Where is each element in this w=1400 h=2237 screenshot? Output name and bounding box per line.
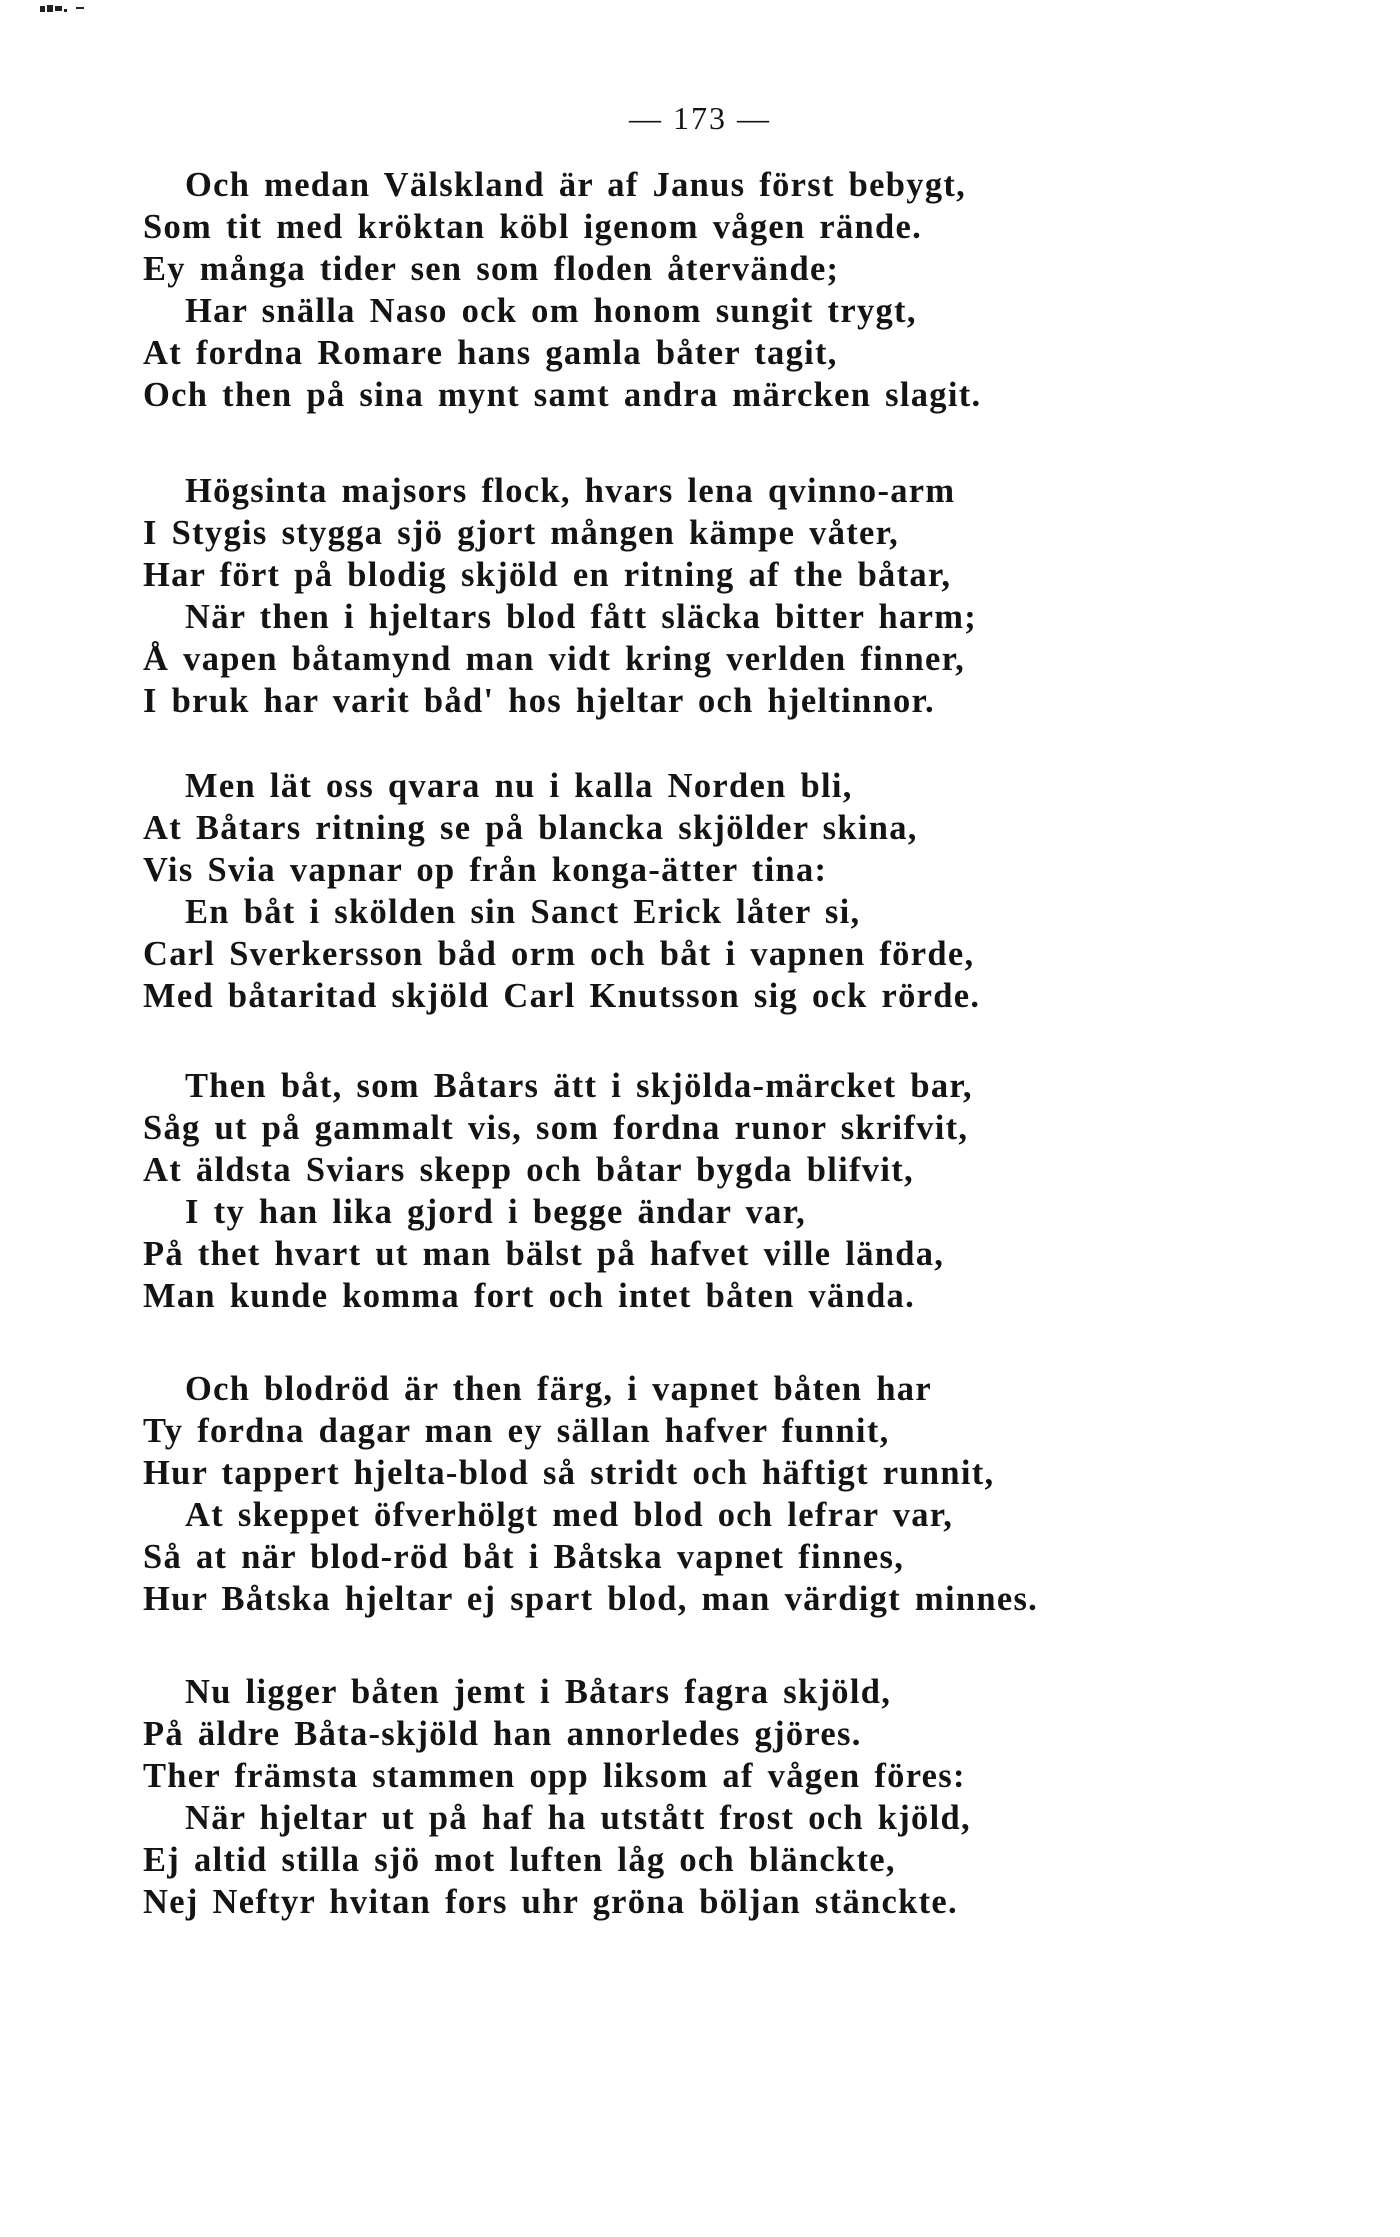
verse-line: Så at när blod-röd båt i Båtska vapnet finnes, bbox=[143, 1538, 905, 1576]
verse-line: Nej Neftyr hvitan fors uhr gröna böljan stänckte. bbox=[143, 1883, 958, 1921]
verse-line: Har snälla Naso ock om honom sungit trygt, bbox=[185, 292, 917, 330]
verse-line: Ther främsta stammen opp liksom af vågen föres: bbox=[143, 1757, 966, 1795]
verse-line: Man kunde komma fort och intet båten vända. bbox=[143, 1277, 916, 1315]
verse-line: Nu ligger båten jemt i Båtars fagra skjöld, bbox=[185, 1673, 892, 1711]
verse-line: Vis Svia vapnar op från konga-ätter tina: bbox=[143, 851, 828, 889]
page-number: — 173 — bbox=[629, 100, 771, 136]
verse-line: Hur tappert hjelta-blod så stridt och häftigt runnit, bbox=[143, 1454, 995, 1492]
verse-line: At äldsta Sviars skepp och båtar bygda blifvit, bbox=[143, 1151, 914, 1189]
verse-line: Hur Båtska hjeltar ej spart blod, man värdigt minnes. bbox=[143, 1580, 1039, 1618]
verse-line: Med båtaritad skjöld Carl Knutsson sig ock rörde. bbox=[143, 977, 981, 1015]
stanza bbox=[143, 1065, 1323, 1317]
verse-line: Som tit med kröktan köbl igenom vågen rände. bbox=[143, 208, 923, 246]
verse-line: At Båtars ritning se på blancka skjölder skina, bbox=[143, 809, 918, 847]
verse-line: Ey många tider sen som floden återvände; bbox=[143, 250, 840, 288]
stanza bbox=[143, 1368, 1323, 1620]
verse-line: Men lät oss qvara nu i kalla Norden bli, bbox=[185, 767, 853, 805]
verse-line: När hjeltar ut på haf ha utstått frost och kjöld, bbox=[185, 1799, 971, 1837]
verse-line: En båt i skölden sin Sanct Erick låter si, bbox=[185, 893, 861, 931]
verse-line: Högsinta majsors flock, hvars lena qvinno-arm bbox=[185, 472, 956, 510]
verse-line: Och then på sina mynt samt andra märcken slagit. bbox=[143, 376, 982, 414]
corner-ink-mark bbox=[40, 4, 86, 14]
verse-line: Såg ut på gammalt vis, som fordna runor skrifvit, bbox=[143, 1109, 969, 1147]
verse-line: Ej altid stilla sjö mot luften låg och blänckte, bbox=[143, 1841, 896, 1879]
stanza bbox=[143, 1671, 1323, 1923]
verse-line: Then båt, som Båtars ätt i skjölda-märcket bar, bbox=[185, 1067, 973, 1105]
verse-line: Och medan Välskland är af Janus först bebygt, bbox=[185, 166, 967, 204]
verse-line: At skeppet öfverhölgt med blod och lefrar var, bbox=[185, 1496, 954, 1534]
verse-line: I ty han lika gjord i begge ändar var, bbox=[185, 1193, 807, 1231]
verse-line: Å vapen båtamynd man vidt kring verlden finner, bbox=[143, 640, 966, 678]
verse-line: När then i hjeltars blod fått släcka bitter harm; bbox=[185, 598, 978, 636]
verse-line: På äldre Båta-skjöld han annorledes gjöres. bbox=[143, 1715, 862, 1753]
verse-line: Ty fordna dagar man ey sällan hafver funnit, bbox=[143, 1412, 890, 1450]
verse-line: På thet hvart ut man bälst på hafvet ville lända, bbox=[143, 1235, 945, 1273]
stanza bbox=[143, 164, 1323, 416]
verse-line: Carl Sverkersson båd orm och båt i vapnen förde, bbox=[143, 935, 975, 973]
verse-line: Har fört på blodig skjöld en ritning af the båtar, bbox=[143, 556, 952, 594]
verse-line: I bruk har varit båd' hos hjeltar och hjeltinnor. bbox=[143, 682, 935, 720]
verse-line: At fordna Romare hans gamla båter tagit, bbox=[143, 334, 838, 372]
stanza bbox=[143, 470, 1323, 722]
stanza bbox=[143, 765, 1323, 1017]
verse-line: Och blodröd är then färg, i vapnet båten har bbox=[185, 1370, 932, 1408]
verse-line: I Stygis stygga sjö gjort mången kämpe våter, bbox=[143, 514, 900, 552]
